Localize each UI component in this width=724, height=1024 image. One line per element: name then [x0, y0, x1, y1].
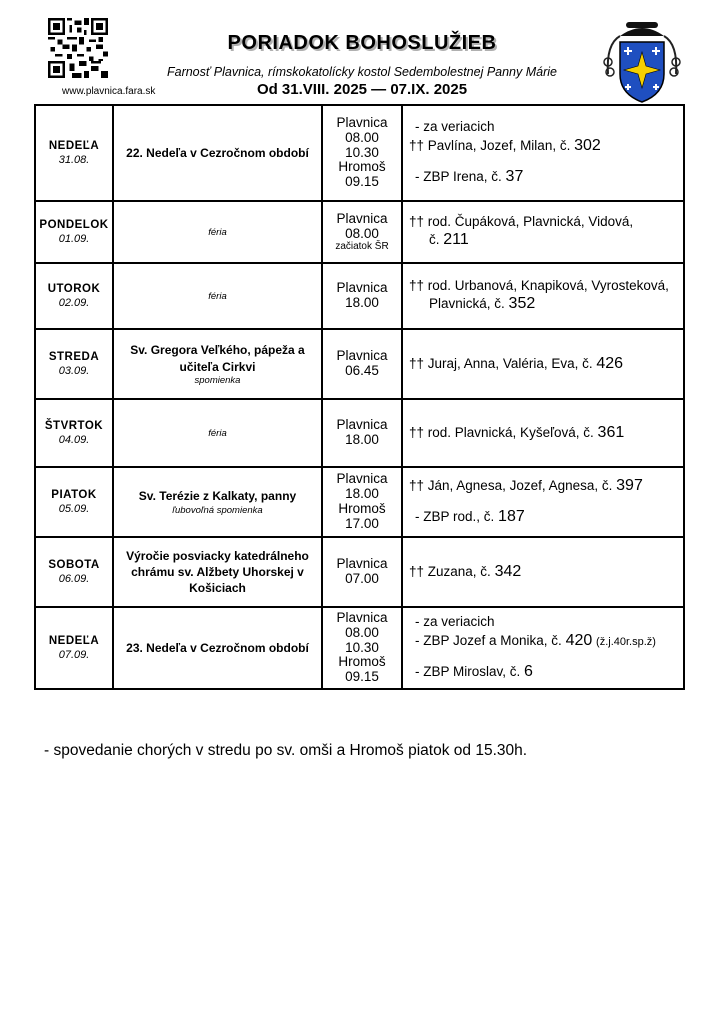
intention-line: †† rod. Čupáková, Plavnická, Vidová,: [409, 213, 634, 229]
day-name: PONDELOK: [39, 219, 109, 231]
intention-line: †† Ján, Agnesa, Jozef, Agnesa, č. 397: [409, 477, 643, 495]
feast-name: 22. Nedeľa v Cezročnom období: [126, 145, 309, 160]
day-date: 03.09.: [58, 365, 90, 377]
day-date: 05.09.: [58, 503, 90, 515]
feast-name: Výročie posviacky katedrálneho chrámu sv. Alžbety Uhorskej v Košiciach: [126, 548, 309, 596]
mass-line: 09.15: [345, 174, 379, 190]
mass-line: 10.30: [345, 639, 379, 655]
day-date: 06.09.: [58, 573, 90, 585]
mass-line: Hromoš: [338, 159, 386, 175]
intention-line: Plavnická, č. 352: [429, 295, 536, 313]
table-row: [35, 263, 684, 329]
mass-line: 17.00: [345, 515, 379, 531]
day-name: UTOROK: [47, 283, 101, 295]
day-name: STREDA: [48, 351, 100, 363]
intention-line: - ZBP rod., č. 187: [415, 508, 525, 525]
table-row: [35, 537, 684, 607]
intention-line: †† rod. Plavnická, Kyšeľová, č. 361: [409, 423, 625, 441]
intention-line: - ZBP Miroslav, č. 6: [415, 662, 533, 680]
day-name: PIATOK: [51, 489, 97, 501]
table-row: [35, 201, 684, 263]
mass-note: začiatok ŠR: [335, 241, 389, 253]
mass-line: 08.00: [345, 624, 379, 640]
feast-note: spomienka: [194, 374, 241, 386]
mass-line: Plavnica: [336, 609, 388, 625]
intention-line: - za veriacich: [415, 614, 495, 630]
intention-line: - za veriacich: [415, 119, 495, 135]
feast-name: 23. Nedeľa v Cezročnom období: [126, 640, 309, 655]
parish-coat-of-arms-icon: [598, 14, 686, 106]
mass-line: 10.30: [345, 144, 379, 160]
day-name: ŠTVRTOK: [44, 420, 104, 432]
mass-line: Plavnica: [336, 280, 388, 296]
mass-line: 08.00: [345, 129, 379, 145]
mass-line: Hromoš: [338, 654, 386, 670]
day-date: 07.09.: [58, 649, 90, 661]
intention-line: †† Juraj, Anna, Valéria, Eva, č. 426: [409, 354, 624, 372]
feast-name: Sv. Terézie z Kalkaty, panny: [138, 489, 297, 504]
day-name: NEDEĽA: [48, 635, 100, 647]
intention-line: †† Zuzana, č. 342: [409, 562, 522, 580]
day-name: SOBOTA: [48, 559, 100, 571]
day-date: 04.09.: [58, 434, 90, 446]
feast-note: féria: [208, 290, 227, 302]
mass-line: 08.00: [345, 225, 379, 241]
date-range: Od 31.VIII. 2025 — 07.IX. 2025: [256, 81, 468, 98]
footnote: - spovedanie chorých v stredu po sv. omši a Hromoš piatok od 15.30h.: [44, 742, 528, 759]
feast-note: féria: [208, 427, 227, 439]
intention-line: - ZBP Jozef a Monika, č. 420 (ž.j.40r.sp.ž): [415, 631, 656, 649]
mass-line: Hromoš: [338, 501, 386, 516]
day-date: 31.08.: [58, 154, 90, 166]
mass-line: Plavnica: [336, 417, 388, 433]
mass-line: Plavnica: [336, 348, 388, 364]
day-name: NEDEĽA: [48, 140, 100, 152]
day-date: 01.09.: [58, 233, 90, 245]
mass-line: 18.00: [345, 432, 379, 447]
mass-line: 18.00: [345, 486, 379, 502]
parish-subtitle: Farnosť Plavnica, rímskokatolícky kostol Sedembolestnej Panny Márie: [166, 65, 557, 79]
mass-line: Plavnica: [336, 210, 388, 226]
schedule-table: [34, 104, 685, 690]
table-row: [35, 329, 684, 399]
mass-line: 18.00: [345, 295, 379, 310]
mass-line: 07.00: [345, 571, 379, 586]
day-date: 02.09.: [58, 297, 90, 309]
intention-line: †† rod. Urbanová, Knapiková, Vyrosteková,: [409, 277, 669, 293]
feast-note: ľubovoľná spomienka: [172, 504, 263, 516]
mass-line: Plavnica: [336, 471, 388, 487]
intention-line: †† Pavlína, Jozef, Milan, č. 302: [409, 136, 601, 154]
feast-name: Sv. Gregora Veľkého, pápeža a učiteľa Cirkvi: [130, 343, 305, 374]
table-row: [35, 467, 684, 537]
table-row: [35, 399, 684, 467]
table-row: [35, 105, 684, 201]
mass-line: 09.15: [345, 669, 379, 685]
mass-line: Plavnica: [336, 556, 388, 572]
feast-note: féria: [208, 226, 227, 238]
page-title: PORIADOK BOHOSLUŽIEB: [227, 32, 497, 54]
table-row: [35, 607, 684, 689]
mass-line: Plavnica: [336, 114, 388, 130]
website-url[interactable]: www.plavnica.fara.sk: [62, 86, 156, 97]
intention-line: č. 211: [429, 231, 469, 249]
intention-line: - ZBP Irena, č. 37: [415, 167, 524, 185]
mass-line: 06.45: [345, 363, 379, 378]
